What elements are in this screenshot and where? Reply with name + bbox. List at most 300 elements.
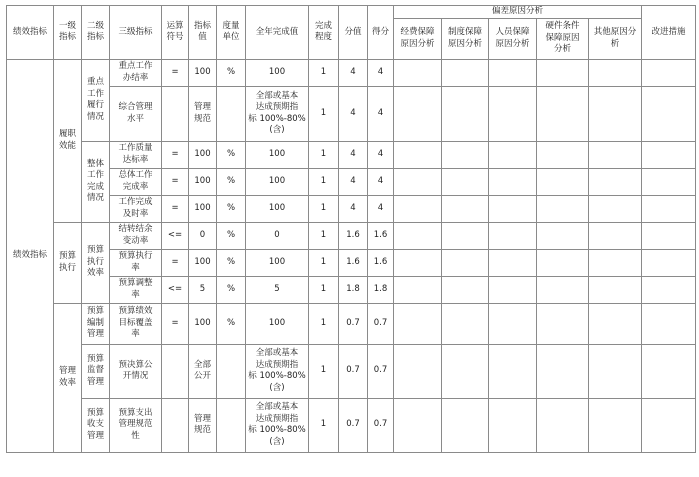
score-cell: [368, 344, 394, 398]
operator-cell: [162, 59, 189, 86]
table-row: [7, 344, 696, 398]
deviation-cell: [489, 86, 537, 141]
improve-cell: [642, 195, 696, 222]
table-row: [7, 141, 696, 168]
completion-cell-text: 1: [320, 229, 327, 240]
deviation-cell: [489, 222, 537, 249]
level3-cell: [110, 222, 162, 249]
deviation-cell: [394, 276, 442, 303]
deviation-cell: [537, 276, 589, 303]
level1-cell: [54, 59, 82, 222]
level3-cell-text: 总体工作 完成率: [118, 170, 153, 192]
header-deviation-0: [394, 18, 442, 59]
operator-cell-text: <=: [167, 283, 183, 294]
score-cell: [368, 168, 394, 195]
level3-cell-text: 重点工作 办结率: [118, 61, 153, 83]
value-cell: [189, 168, 217, 195]
deviation-cell: [394, 59, 442, 86]
value-cell: [189, 344, 217, 398]
annual-cell-text: 100: [268, 66, 286, 77]
annual-cell-text: 5: [274, 283, 280, 294]
operator-cell: [162, 249, 189, 276]
deviation-cell: [589, 86, 642, 141]
unit-cell-text: %: [226, 202, 236, 213]
level3-cell-text: 预算调整 率: [118, 278, 153, 300]
value-cell: [189, 59, 217, 86]
deviation-cell: [394, 168, 442, 195]
level3-cell-text: 综合管理 水平: [118, 102, 153, 124]
level2-cell: [82, 141, 110, 222]
performance-table: [6, 5, 696, 453]
value-cell-text: 0: [199, 229, 206, 240]
unit-cell: [217, 141, 246, 168]
score-cell-text: 4: [377, 148, 384, 159]
score-cell: [368, 59, 394, 86]
unit-cell: [217, 86, 246, 141]
annual-cell-text: 全部或基本 达成预期指 标 100%-80% (含): [248, 348, 306, 393]
operator-cell: [162, 222, 189, 249]
value-cell: [189, 276, 217, 303]
header-deviation-1: [442, 18, 489, 59]
weight-cell-text: 1.6: [346, 229, 360, 240]
operator-cell: [162, 344, 189, 398]
deviation-cell: [537, 344, 589, 398]
level3-cell: [110, 86, 162, 141]
unit-cell: [217, 303, 246, 344]
deviation-cell: [537, 398, 589, 452]
operator-cell-text: <=: [167, 229, 183, 240]
annual-cell: [246, 249, 309, 276]
weight-cell: [339, 195, 368, 222]
deviation-cell: [589, 249, 642, 276]
deviation-cell: [442, 86, 489, 141]
header-level3: [110, 6, 162, 60]
annual-cell: [246, 168, 309, 195]
deviation-cell: [394, 303, 442, 344]
deviation-cell: [442, 249, 489, 276]
score-cell: [368, 249, 394, 276]
deviation-cell: [489, 141, 537, 168]
value-cell: [189, 141, 217, 168]
annual-cell-text: 全部或基本 达成预期指 标 100%-80% (含): [248, 90, 306, 135]
completion-cell-text: 1: [320, 365, 327, 376]
value-cell-text: 管理 规范: [193, 413, 211, 435]
value-cell-text: 100: [194, 202, 211, 213]
operator-cell-text: =: [171, 66, 179, 77]
table-row: [7, 276, 696, 303]
deviation-cell: [537, 303, 589, 344]
operator-cell-text: =: [171, 256, 179, 267]
value-cell-text: 管理 规范: [193, 102, 211, 124]
header-score-text: 得分: [371, 26, 389, 37]
deviation-cell: [489, 303, 537, 344]
score-cell-text: 4: [377, 107, 384, 118]
deviation-cell: [442, 59, 489, 86]
deviation-cell: [442, 222, 489, 249]
unit-cell-text: %: [226, 175, 236, 186]
deviation-cell: [537, 222, 589, 249]
deviation-cell: [589, 398, 642, 452]
header-deviation-group: [394, 6, 642, 19]
weight-cell: [339, 222, 368, 249]
annual-cell: [246, 141, 309, 168]
completion-cell-text: 1: [320, 175, 327, 186]
weight-cell: [339, 276, 368, 303]
score-cell-text: 1.6: [373, 229, 388, 240]
level3-cell: [110, 141, 162, 168]
value-cell: [189, 249, 217, 276]
score-cell-text: 4: [377, 202, 384, 213]
level3-cell-text: 工作完成 及时率: [118, 197, 153, 219]
level2-cell-text: 预算 编制 管理: [86, 306, 104, 340]
header-improve: [642, 6, 696, 60]
unit-cell-text: %: [226, 256, 236, 267]
weight-cell: [339, 398, 368, 452]
score-cell-text: 1.6: [373, 256, 388, 267]
level1-cell: [54, 303, 82, 452]
weight-cell: [339, 344, 368, 398]
weight-cell-text: 4: [350, 148, 356, 159]
deviation-cell: [589, 59, 642, 86]
value-cell: [189, 398, 217, 452]
score-cell-text: 4: [377, 175, 384, 186]
improve-cell: [642, 141, 696, 168]
header-indicator: [7, 6, 54, 60]
improve-cell: [642, 168, 696, 195]
deviation-cell: [394, 86, 442, 141]
score-cell: [368, 141, 394, 168]
table-row: [7, 195, 696, 222]
value-cell: [189, 303, 217, 344]
level3-cell-text: 预决算公 开情况: [118, 359, 153, 381]
score-cell-text: 0.7: [373, 365, 388, 376]
completion-cell: [309, 303, 339, 344]
unit-cell: [217, 249, 246, 276]
value-cell-text: 全部 公开: [193, 359, 211, 381]
weight-cell-text: 4: [350, 66, 356, 77]
value-cell-text: 100: [194, 256, 211, 267]
top-indicator-cell-text: 绩效指标: [12, 249, 47, 260]
deviation-cell: [394, 398, 442, 452]
operator-cell: [162, 303, 189, 344]
level2-cell-text: 预算 监督 管理: [86, 353, 104, 387]
header-deviation-4: [589, 18, 642, 59]
level2-cell-text: 重点 工作 履行 情况: [86, 77, 104, 122]
deviation-cell: [537, 168, 589, 195]
table-row: [7, 249, 696, 276]
header-unit-text: 度量 单位: [222, 20, 240, 43]
unit-cell-text: %: [226, 317, 236, 328]
header-deviation-3-text: 硬件条件 保障原因 分析: [545, 21, 580, 55]
score-cell-text: 4: [377, 66, 384, 77]
completion-cell-text: 1: [320, 66, 327, 77]
improve-cell: [642, 398, 696, 452]
score-cell: [368, 195, 394, 222]
deviation-cell: [537, 141, 589, 168]
annual-cell: [246, 303, 309, 344]
deviation-cell: [537, 86, 589, 141]
level3-cell-text: 预算支出 管理规范 性: [118, 407, 153, 441]
level2-cell-text: 预算 执行 效率: [86, 245, 104, 279]
improve-cell: [642, 303, 696, 344]
deviation-cell: [394, 222, 442, 249]
weight-cell: [339, 141, 368, 168]
completion-cell: [309, 344, 339, 398]
table-row: [7, 303, 696, 344]
unit-cell: [217, 168, 246, 195]
table-row: [7, 222, 696, 249]
deviation-cell: [442, 195, 489, 222]
header-deviation-1-text: 制度保障 原因分析: [447, 27, 482, 49]
annual-cell-text: 100: [268, 175, 286, 186]
header-level1: [54, 6, 82, 60]
header-level2: [82, 6, 110, 60]
annual-cell: [246, 195, 309, 222]
deviation-cell: [489, 168, 537, 195]
weight-cell: [339, 168, 368, 195]
weight-cell-text: 1.8: [346, 283, 360, 294]
completion-cell-text: 1: [320, 283, 327, 294]
header-deviation-0-text: 经费保障 原因分析: [400, 27, 435, 49]
score-cell: [368, 303, 394, 344]
deviation-cell: [489, 398, 537, 452]
level3-cell: [110, 344, 162, 398]
operator-cell: [162, 141, 189, 168]
level3-cell: [110, 303, 162, 344]
header-improve-text: 改进措施: [651, 26, 686, 37]
annual-cell: [246, 222, 309, 249]
table-row: [7, 86, 696, 141]
deviation-cell: [537, 249, 589, 276]
deviation-cell: [589, 276, 642, 303]
header-deviation-4-text: 其他原因分 析: [593, 27, 637, 49]
header-annual-text: 全年完成值: [255, 26, 299, 37]
improve-cell: [642, 59, 696, 86]
level1-cell: [54, 222, 82, 303]
weight-cell-text: 1.6: [346, 256, 360, 267]
level3-cell: [110, 59, 162, 86]
weight-cell-text: 4: [350, 175, 356, 186]
score-cell: [368, 276, 394, 303]
header-deviation-3: [537, 18, 589, 59]
unit-cell-text: %: [226, 283, 236, 294]
completion-cell: [309, 249, 339, 276]
deviation-cell: [489, 249, 537, 276]
level2-cell-text: 预算 收支 管理: [86, 407, 104, 441]
header-level1-text: 一级 指标: [58, 20, 76, 43]
weight-cell: [339, 249, 368, 276]
deviation-cell: [489, 59, 537, 86]
unit-cell: [217, 195, 246, 222]
value-cell: [189, 222, 217, 249]
unit-cell-text: %: [226, 66, 236, 77]
weight-cell: [339, 86, 368, 141]
deviation-cell: [589, 195, 642, 222]
operator-cell-text: =: [171, 148, 179, 159]
operator-cell: [162, 168, 189, 195]
annual-cell-text: 100: [268, 202, 286, 213]
completion-cell: [309, 141, 339, 168]
weight-cell-text: 0.7: [346, 365, 360, 376]
score-cell-text: 0.7: [373, 317, 388, 328]
annual-cell: [246, 276, 309, 303]
deviation-cell: [442, 303, 489, 344]
unit-cell: [217, 222, 246, 249]
deviation-cell: [442, 141, 489, 168]
annual-cell: [246, 86, 309, 141]
header-weight: [339, 6, 368, 60]
completion-cell: [309, 86, 339, 141]
improve-cell: [642, 249, 696, 276]
operator-cell: [162, 276, 189, 303]
annual-cell-text: 全部或基本 达成预期指 标 100%-80% (含): [248, 402, 306, 447]
table-row: [7, 398, 696, 452]
operator-cell-text: =: [171, 202, 179, 213]
deviation-cell: [489, 276, 537, 303]
annual-cell: [246, 344, 309, 398]
level2-cell: [82, 344, 110, 398]
deviation-cell: [442, 398, 489, 452]
deviation-cell: [489, 344, 537, 398]
value-cell-text: 5: [199, 283, 206, 294]
deviation-cell: [537, 195, 589, 222]
header-deviation-2: [489, 18, 537, 59]
level1-cell-text: 预算 执行: [58, 251, 76, 273]
level1-cell-text: 履职 效能: [58, 129, 76, 151]
annual-cell-text: 100: [268, 317, 286, 328]
completion-cell: [309, 168, 339, 195]
unit-cell: [217, 59, 246, 86]
level3-cell: [110, 276, 162, 303]
deviation-cell: [394, 141, 442, 168]
weight-cell-text: 0.7: [346, 419, 360, 430]
score-cell: [368, 86, 394, 141]
annual-cell-text: 0: [274, 229, 280, 240]
operator-cell-text: =: [171, 175, 179, 186]
header-operator-text: 运算 符号: [166, 20, 184, 43]
header-level2-text: 二级 指标: [86, 20, 104, 43]
level3-cell-text: 工作质量 达标率: [118, 143, 153, 165]
value-cell-text: 100: [194, 175, 211, 186]
unit-cell-text: %: [226, 148, 236, 159]
operator-cell: [162, 86, 189, 141]
deviation-cell: [442, 344, 489, 398]
completion-cell-text: 1: [320, 202, 327, 213]
header-completion-text: 完成 程度: [314, 20, 332, 43]
level1-cell-text: 管理 效率: [58, 366, 76, 388]
deviation-cell: [394, 344, 442, 398]
deviation-cell: [589, 303, 642, 344]
level3-cell: [110, 398, 162, 452]
unit-cell: [217, 276, 246, 303]
level2-cell: [82, 59, 110, 141]
header-deviation-2-text: 人员保障 原因分析: [495, 27, 530, 49]
level3-cell: [110, 195, 162, 222]
completion-cell: [309, 59, 339, 86]
header-operator: [162, 6, 189, 60]
deviation-cell: [442, 168, 489, 195]
operator-cell-text: =: [171, 317, 179, 328]
level2-cell: [82, 398, 110, 452]
operator-cell: [162, 398, 189, 452]
weight-cell-text: 0.7: [346, 317, 360, 328]
deviation-cell: [537, 59, 589, 86]
deviation-cell: [394, 195, 442, 222]
improve-cell: [642, 344, 696, 398]
weight-cell-text: 4: [350, 107, 356, 118]
completion-cell-text: 1: [320, 107, 327, 118]
header-weight-text: 分值: [344, 26, 362, 37]
header-value: [189, 6, 217, 60]
level2-cell: [82, 303, 110, 344]
completion-cell: [309, 222, 339, 249]
header-indicator-text: 绩效指标: [12, 26, 47, 37]
score-cell-text: 0.7: [373, 419, 388, 430]
value-cell: [189, 86, 217, 141]
completion-cell-text: 1: [320, 148, 327, 159]
completion-cell-text: 1: [320, 317, 327, 328]
completion-cell-text: 1: [320, 419, 327, 430]
deviation-cell: [589, 141, 642, 168]
deviation-cell: [489, 195, 537, 222]
level3-cell: [110, 249, 162, 276]
level3-cell-text: 预算绩效 目标覆盖 率: [118, 306, 153, 340]
weight-cell-text: 4: [350, 202, 356, 213]
header-annual: [246, 6, 309, 60]
deviation-cell: [589, 168, 642, 195]
table-row: [7, 59, 696, 86]
level2-cell-text: 整体 工作 完成 情况: [86, 158, 104, 203]
completion-cell: [309, 398, 339, 452]
annual-cell: [246, 398, 309, 452]
value-cell: [189, 195, 217, 222]
level3-cell: [110, 168, 162, 195]
deviation-cell: [589, 344, 642, 398]
header-score: [368, 6, 394, 60]
improve-cell: [642, 222, 696, 249]
score-cell: [368, 398, 394, 452]
completion-cell: [309, 195, 339, 222]
deviation-cell: [442, 276, 489, 303]
table-row: [7, 168, 696, 195]
header-value-text: 指标 值: [193, 20, 211, 43]
level3-cell-text: 预算执行 率: [118, 251, 153, 273]
completion-cell-text: 1: [320, 256, 327, 267]
deviation-cell: [394, 249, 442, 276]
top-indicator-cell: [7, 59, 54, 452]
header-unit: [217, 6, 246, 60]
weight-cell: [339, 303, 368, 344]
improve-cell: [642, 276, 696, 303]
completion-cell: [309, 276, 339, 303]
unit-cell-text: %: [226, 229, 236, 240]
score-cell-text: 1.8: [373, 283, 388, 294]
score-cell: [368, 222, 394, 249]
value-cell-text: 100: [194, 66, 211, 77]
level3-cell-text: 结转结余 变动率: [118, 224, 153, 246]
weight-cell: [339, 59, 368, 86]
header-deviation-group-text: 偏差原因分析: [491, 6, 543, 16]
unit-cell: [217, 344, 246, 398]
header-level3-text: 三级指标: [118, 26, 153, 37]
annual-cell-text: 100: [268, 148, 286, 159]
improve-cell: [642, 86, 696, 141]
value-cell-text: 100: [194, 317, 211, 328]
header-completion: [309, 6, 339, 60]
annual-cell: [246, 59, 309, 86]
value-cell-text: 100: [194, 148, 211, 159]
deviation-cell: [589, 222, 642, 249]
